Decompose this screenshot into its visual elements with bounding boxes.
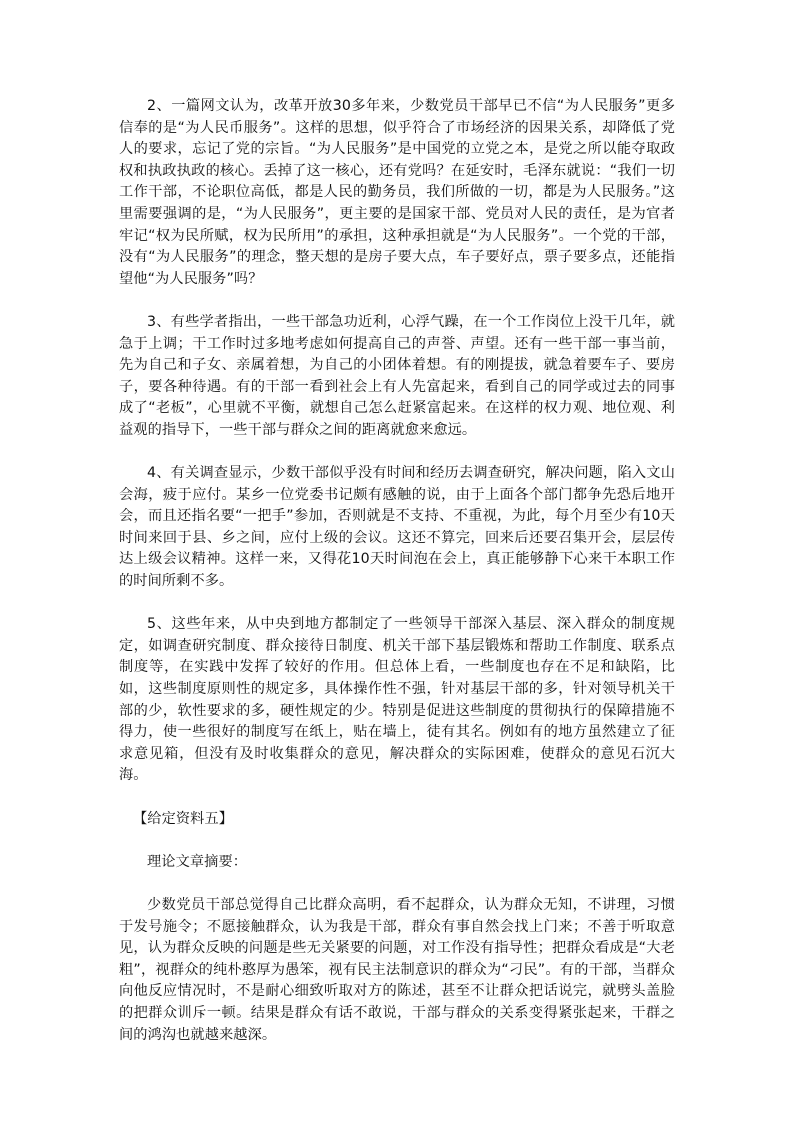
paragraph-gap: [119, 830, 675, 852]
paragraph-3: 3、有些学者指出，一些干部急功近利，心浮气躁，在一个工作岗位上没干几年，就急于上调；干工作时过多地考虑如何提高自己的声誉、声望。还有一些干部一事当前，先为自己和子女、亲属着想，为自己的小团体着想。有的刚提拔，就急着要车子、要房子，要各种待遇。有的干部一看到社会上有人先富起来，看到自己的同学或过去的同事成了“老板”，心里就不平衡，就想自己怎么赶紧富起来。在这样的权力观、地位观、利益观的指导下，一些干部与群众之间的距离就愈来愈远。: [119, 313, 675, 438]
section-heading: 【给定资料五】: [133, 810, 234, 827]
paragraph-gap: [119, 290, 675, 312]
paragraph-5: 5、这些年来，从中央到地方都制定了一些领导干部深入基层、深入群众的制度规定，如调查研究制度、群众接待日制度、机关干部下基层锻炼和帮助工作制度、联系点制度等，在实践中发挥了较好的作用。但总体上看，一些制度也存在不足和缺陷，比如，这些制度原则性的规定多，具体操作性不强，针对基层干部的多，针对领导机关干部的少，软性要求的多，硬性规定的少。特别是促进这些制度的贯彻执行的保障措施不得力，使一些很好的制度写在纸上，贴在墙上，徒有其名。例如有的地方虽然建立了征求意见箱，但没有及时收集群众的意见，解决群众的实际困难，使群众的意见石沉大海。: [119, 616, 675, 784]
section-subheading: 理论文章摘要：: [147, 853, 248, 870]
document-page: [119, 96, 675, 1046]
summary-paragraph: 少数党员干部总觉得自己比群众高明，看不起群众，认为群众无知，不讲理，习惯于发号施令；不愿接触群众，认为我是干部，群众有事自然会找上门来；不善于听取意见，认为群众反映的问题是些无关紧要的问题，对工作没有指导性；把群众看成是“大老粗”，视群众的纯朴憨厚为愚笨，视有民主法制意识的群众为“刁民”。有的干部，当群众向他反应情况时，不是耐心细致听取对方的陈述，甚至不让群众把话说完，就劈头盖脸的把群众训斥一顿。结果是群众有话不敢说，干部与群众的关系变得紧张起来，干群之间的鸿沟也就越来越深。: [119, 896, 675, 1043]
paragraph-gap: [119, 442, 675, 464]
paragraph-gap: [119, 593, 675, 615]
paragraph-gap: [119, 873, 675, 895]
paragraph-4: 4、有关调查显示，少数干部似乎没有时间和经历去调查研究，解决问题，陷入文山会海，疲于应付。某乡一位党委书记颇有感触的说，由于上面各个部门都争先恐后地开会，而且还指名要“一把手”参加，否则就是不支持、不重视，为此，每个月至少有10天时间来回于县、乡之间，应付上级的会议。这还不算完，回来后还要召集开会，层层传达上级会议精神。这样一来，又得花10天时间泡在会上，真正能够静下心来干本职工作的时间所剩不多。: [119, 465, 675, 590]
paragraph-gap: [119, 787, 675, 809]
paragraph-2: 2、一篇网文认为，改革开放30多年来，少数党员干部早已不信“为人民服务”更多信奉的是“为人民币服务”。这样的思想，似乎符合了市场经济的因果关系，却降低了党人的要求，忘记了党的宗旨。“为人民服务”是中国党的立党之本，是党之所以能夺取政权和执政执政的核心。丢掉了这一核心，还有党吗？在延安时，毛泽东就说：“我们一切工作干部，不论职位高低，都是人民的勤务员，我们所做的一切，都是为人民服务。”这里需要强调的是，“为人民服务”，更主要的是国家干部、党员对人民的责任，是为官者牢记“权为民所赋，权为民所用”的承担，这种承担就是“为人民服务”。一个党的干部，没有“为人民服务”的理念，整天想的是房子要大点，车子要好点，票子要多点，还能指望他“为人民服务”吗？: [119, 98, 675, 287]
